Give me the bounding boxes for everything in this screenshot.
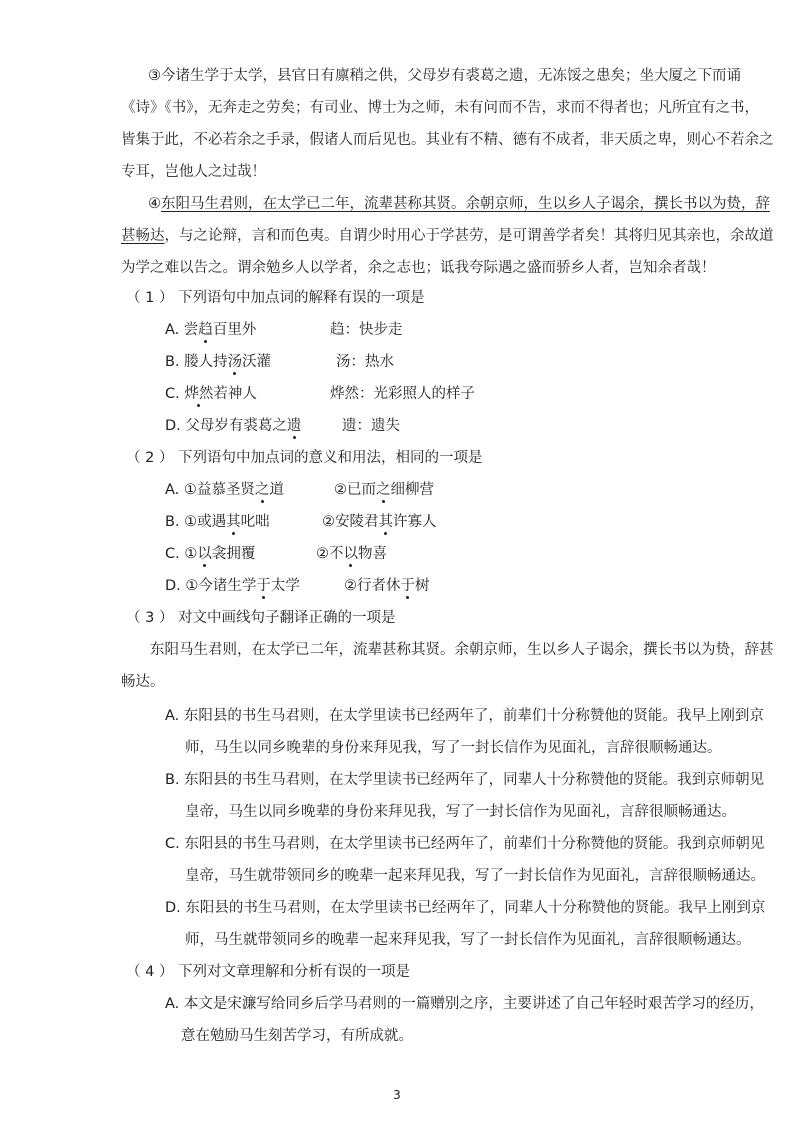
text: 媵人持: [184, 354, 228, 370]
q1-option-d: [165, 416, 301, 436]
q3-option-c-line1: C. 东阳县的书生马君则，在太学里读书已经两年了，前辈们十分称赞他的贤能。我到京师朝见: [165, 836, 765, 852]
para4-line1: [148, 194, 770, 214]
q3-quote-line1: 东阳马生君则，在太学已二年，流辈甚称其贤。余朝京师，生以乡人子谒余，撰长书以为贽，辞甚: [150, 642, 774, 658]
q1-option-a-gloss: 趋：快步走: [330, 322, 403, 338]
dotted-word: 趋: [198, 322, 213, 338]
q4-option-a-line2: 意在勉励马生刻苦学习，有所成就。: [181, 1028, 413, 1044]
q3-option-a-line1: A. 东阳县的书生马君则，在太学里读书已经两年了，前辈们十分称赞他的贤能。我早上刚到京: [165, 708, 764, 724]
dotted-word: 于: [256, 578, 271, 594]
q3-option-b-line1: B. 东阳县的书生马君则，在太学里读书已经两年了，同辈人十分称赞他的贤能。我到京师朝见: [165, 772, 765, 788]
dotted-word: 以: [197, 546, 212, 562]
q2-option-b: [165, 512, 270, 532]
q2-option-a: [165, 480, 284, 500]
para3-line2: 《诗》《书》，无奔走之劳矣；有司业、博士为之师，未有问而不告，求而不得者也；凡所宜有之书，: [121, 100, 759, 116]
text: 树: [415, 578, 430, 594]
dotted-word: 遗: [286, 418, 302, 434]
para3-line4: 专耳，岂他人之过哉！: [121, 164, 266, 180]
text: ②不: [316, 546, 344, 562]
option-label: A.: [165, 322, 184, 338]
text: 父母岁有裘葛之: [185, 418, 287, 434]
para4-line2-rest: ，与之论辩，言和而色夷。自谓少时用心于学甚劳，是可谓善学者矣！其将归见其亲也，余故道: [164, 228, 774, 244]
q2-option-b-second: [322, 512, 437, 532]
q3-stem: （ 3 ） 对文中画线句子翻译正确的一项是: [126, 610, 396, 626]
text: 衾拥覆: [211, 546, 256, 562]
q2-option-c: [165, 544, 255, 564]
option-label: B.: [165, 514, 185, 530]
text: 若神人: [213, 386, 257, 402]
q3-option-b-line2: 皇帝，马生以同乡晚辈的身份来拜见我，写了一封长信作为见面礼，言辞很顺畅通达。: [185, 804, 736, 820]
dotted-word: 以: [343, 546, 358, 562]
option-label: A.: [165, 482, 184, 498]
q1-option-b: [165, 352, 271, 372]
dotted-word: 之: [376, 482, 391, 498]
text: 许寡人: [393, 514, 437, 530]
page-number: 3: [393, 1088, 401, 1102]
option-label: B.: [165, 354, 185, 370]
text: 沃灌: [242, 354, 272, 370]
text: 百里外: [212, 322, 257, 338]
q1-option-c-gloss: 烨然：光彩照人的样子: [330, 386, 475, 402]
dotted-word: 汤: [227, 354, 243, 370]
text: ②已而: [334, 482, 376, 498]
dotted-word: 于: [400, 578, 415, 594]
option-label: D.: [165, 418, 186, 434]
text: 叱咄: [240, 514, 270, 530]
text: ①今诸生学: [185, 578, 257, 594]
option-label: C.: [165, 546, 185, 562]
q3-option-d-line1: D. 东阳县的书生马君则，在太学里读书已经两年了，同辈人十分称赞他的贤能。我早上刚到京: [165, 900, 766, 916]
text: 物喜: [358, 546, 387, 562]
para4-line3: 为学之难以告之。谓余勉乡人以学者，余之志也；诋我夸际遇之盛而骄乡人者，岂知余者哉！: [121, 260, 716, 276]
q3-option-a-line2: 师，马生以同乡晚辈的身份来拜见我，写了一封长信作为见面礼，言辞很顺畅通达。: [185, 740, 722, 756]
para4-number: ④: [148, 196, 161, 212]
dotted-word: 烨然: [184, 386, 214, 402]
underlined-sentence-part1: 东阳马生君则，在太学已二年，流辈甚称其贤。余朝京师，生以乡人子谒余，撰长书以为贽，辞: [161, 196, 770, 212]
text: 细柳营: [390, 482, 434, 498]
option-label: C.: [165, 386, 185, 402]
para3-line3: 皆集于此，不必若余之手录，假诸人而后见也。其业有不精、德有不成者，非天质之卑，则心不若余之: [121, 132, 774, 148]
q2-option-a-second: [334, 480, 434, 500]
para3-line1: ③今诸生学于太学，县官日有廪稍之供，父母岁有裘葛之遗，无冻馁之患矣；坐大厦之下而诵: [148, 68, 741, 84]
q3-quote-line2: 畅达。: [121, 674, 165, 690]
underlined-sentence-part2: 甚畅达: [121, 228, 165, 244]
text: ①或遇: [184, 514, 227, 530]
text: 尝: [183, 322, 199, 338]
para4-line2: [121, 226, 774, 246]
q3-option-c-line2: 皇帝，马生就带领同乡的晚辈一起来拜见我，写了一封长信作为见面礼，言辞很顺畅通达。: [185, 868, 765, 884]
q2-stem: （ 2 ） 下列语句中加点词的意义和用法，相同的一项是: [126, 450, 483, 466]
q2-option-d-second: [344, 576, 430, 596]
q1-option-b-gloss: 汤：热水: [336, 354, 394, 370]
q1-option-d-gloss: 遗：遗失: [342, 418, 400, 434]
dotted-word: 其: [378, 514, 393, 530]
q1-option-c: [165, 384, 257, 404]
q1-stem: （ 1 ） 下列语句中加点词的解释有误的一项是: [126, 290, 425, 306]
text: 道: [269, 482, 284, 498]
q4-stem: （ 4 ） 下列对文章理解和分析有误的一项是: [126, 964, 411, 980]
q2-option-d: [165, 576, 300, 596]
text: ①益慕圣贤: [183, 482, 255, 498]
text: 太学: [270, 578, 300, 594]
text: ②行者休: [344, 578, 401, 594]
q4-option-a-line1: A. 本文是宋濂写给同乡后学马君则的一篇赠别之序，主要讲述了自己年轻时艰苦学习的经历，: [165, 996, 764, 1012]
q3-option-d-line2: 师，马生就带领同乡的晚辈一起来拜见我，写了一封长信作为见面礼，言辞很顺畅通达。: [185, 932, 751, 948]
text: ①: [184, 546, 198, 562]
q2-option-c-second: [316, 544, 387, 564]
dotted-word: 之: [254, 482, 270, 498]
option-label: D.: [165, 578, 186, 594]
dotted-word: 其: [226, 514, 241, 530]
q1-option-a: [165, 320, 256, 340]
text: ②安陵君: [322, 514, 379, 530]
